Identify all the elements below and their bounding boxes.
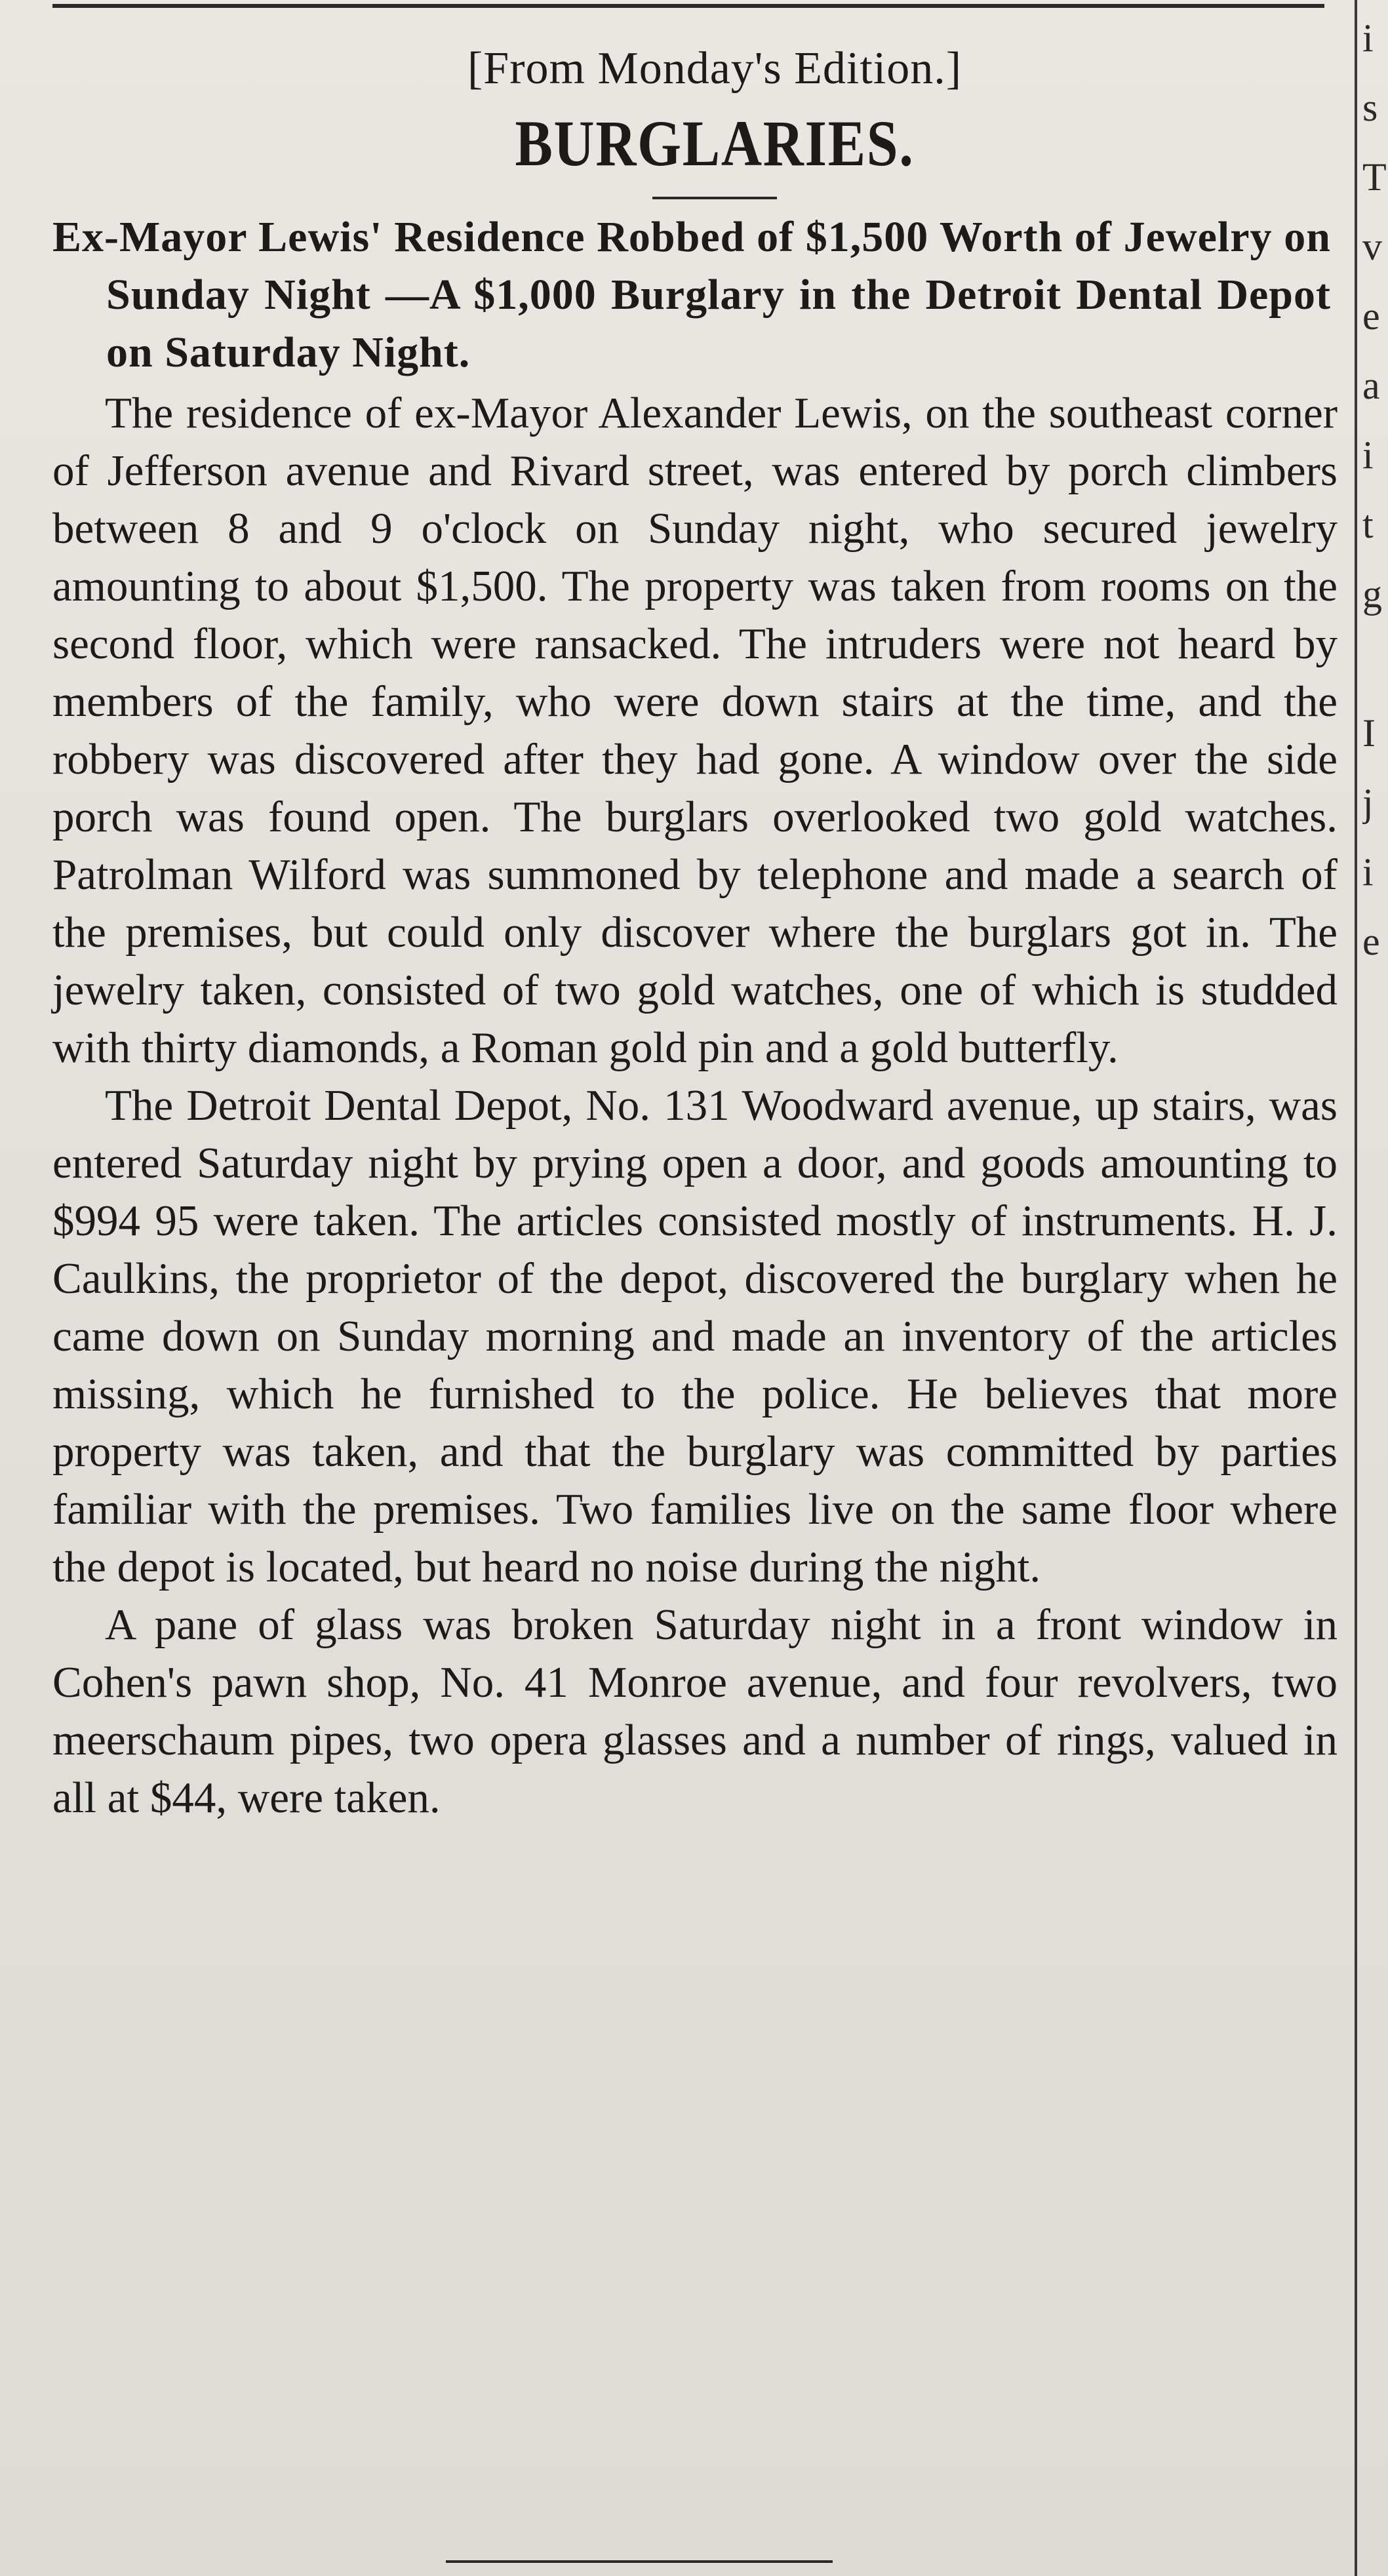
subheadline-deck: Ex-Mayor Lewis' Residence Robbed of $1,500 Worth of Jewelry on Sunday Night —A $1,000 Burglary in the Detroit Dental Depot on Saturday Night. bbox=[52, 213, 1331, 376]
headline-rule bbox=[652, 197, 777, 199]
bottom-rule bbox=[446, 2560, 833, 2563]
fragment-line: I bbox=[1362, 711, 1376, 755]
article-body bbox=[52, 384, 1338, 1827]
fragment-line: t bbox=[1362, 503, 1374, 546]
fragment-line: e bbox=[1362, 920, 1380, 963]
fragment-line: j bbox=[1362, 781, 1374, 824]
fragment-line: s bbox=[1362, 86, 1378, 129]
column-divider-rule bbox=[1355, 0, 1357, 2576]
fragment-line: e bbox=[1362, 294, 1380, 338]
fragment-line bbox=[1362, 625, 1388, 695]
fragment-line: v bbox=[1362, 225, 1382, 268]
fragment-line: i bbox=[1362, 433, 1374, 477]
edition-note: [From Monday's Edition.] bbox=[467, 43, 962, 94]
fragment-line: g bbox=[1362, 572, 1382, 616]
adjacent-column-fragment bbox=[1362, 0, 1388, 2576]
paragraph-dental-depot: The Detroit Dental Depot, No. 131 Woodward avenue, up stairs, was entered Saturday night by prying open a door, and goods amounting to $994 95 were taken. The articles consisted mostly of instruments. H. J. Caulkins, the proprietor of the depot, discovered the burglary when he came down on Sunday morning and made an inventory of the articles missing, which he furnished to the police. He believes that more property was taken, and that the burglary was committed by parties familiar with the premises. Two families live on the same floor where the depot is located, but heard no noise during the night. bbox=[52, 1081, 1338, 1591]
fragment-line: i bbox=[1362, 850, 1374, 894]
top-column-rule bbox=[52, 4, 1324, 8]
headline: BURGLARIES. bbox=[515, 107, 915, 180]
fragment-line: T bbox=[1362, 155, 1387, 199]
article bbox=[52, 33, 1338, 1827]
paragraph-lewis-residence: The residence of ex-Mayor Alexander Lewis, on the southeast corner of Jefferson avenue and Rivard street, was entered by porch climbers between 8 and 9 o'clock on Sunday night, who secured jewelry amounting to about $1,500. The property was taken from rooms on the second floor, which were ransacked. The intruders were not heard by members of the family, who were down stairs at the time, and the robbery was discovered after they had gone. A window over the side porch was found open. The burglars overlooked two gold watches. Patrolman Wilford was summoned by telephone and made a search of the premises, but could only discover where the burglars got in. The jewelry taken, consisted of two gold watches, one of which is studded with thirty diamonds, a Roman gold pin and a gold butterfly. bbox=[52, 389, 1338, 1072]
fragment-line: a bbox=[1362, 364, 1380, 407]
paragraph-pawn-shop: A pane of glass was broken Saturday night in a front window in Cohen's pawn shop, No. 41 Monroe avenue, and four revolvers, two meerschaum pipes, two opera glasses and a number of rings, valued in all at $44, were taken. bbox=[52, 1600, 1338, 1822]
fragment-line: i bbox=[1362, 16, 1374, 60]
